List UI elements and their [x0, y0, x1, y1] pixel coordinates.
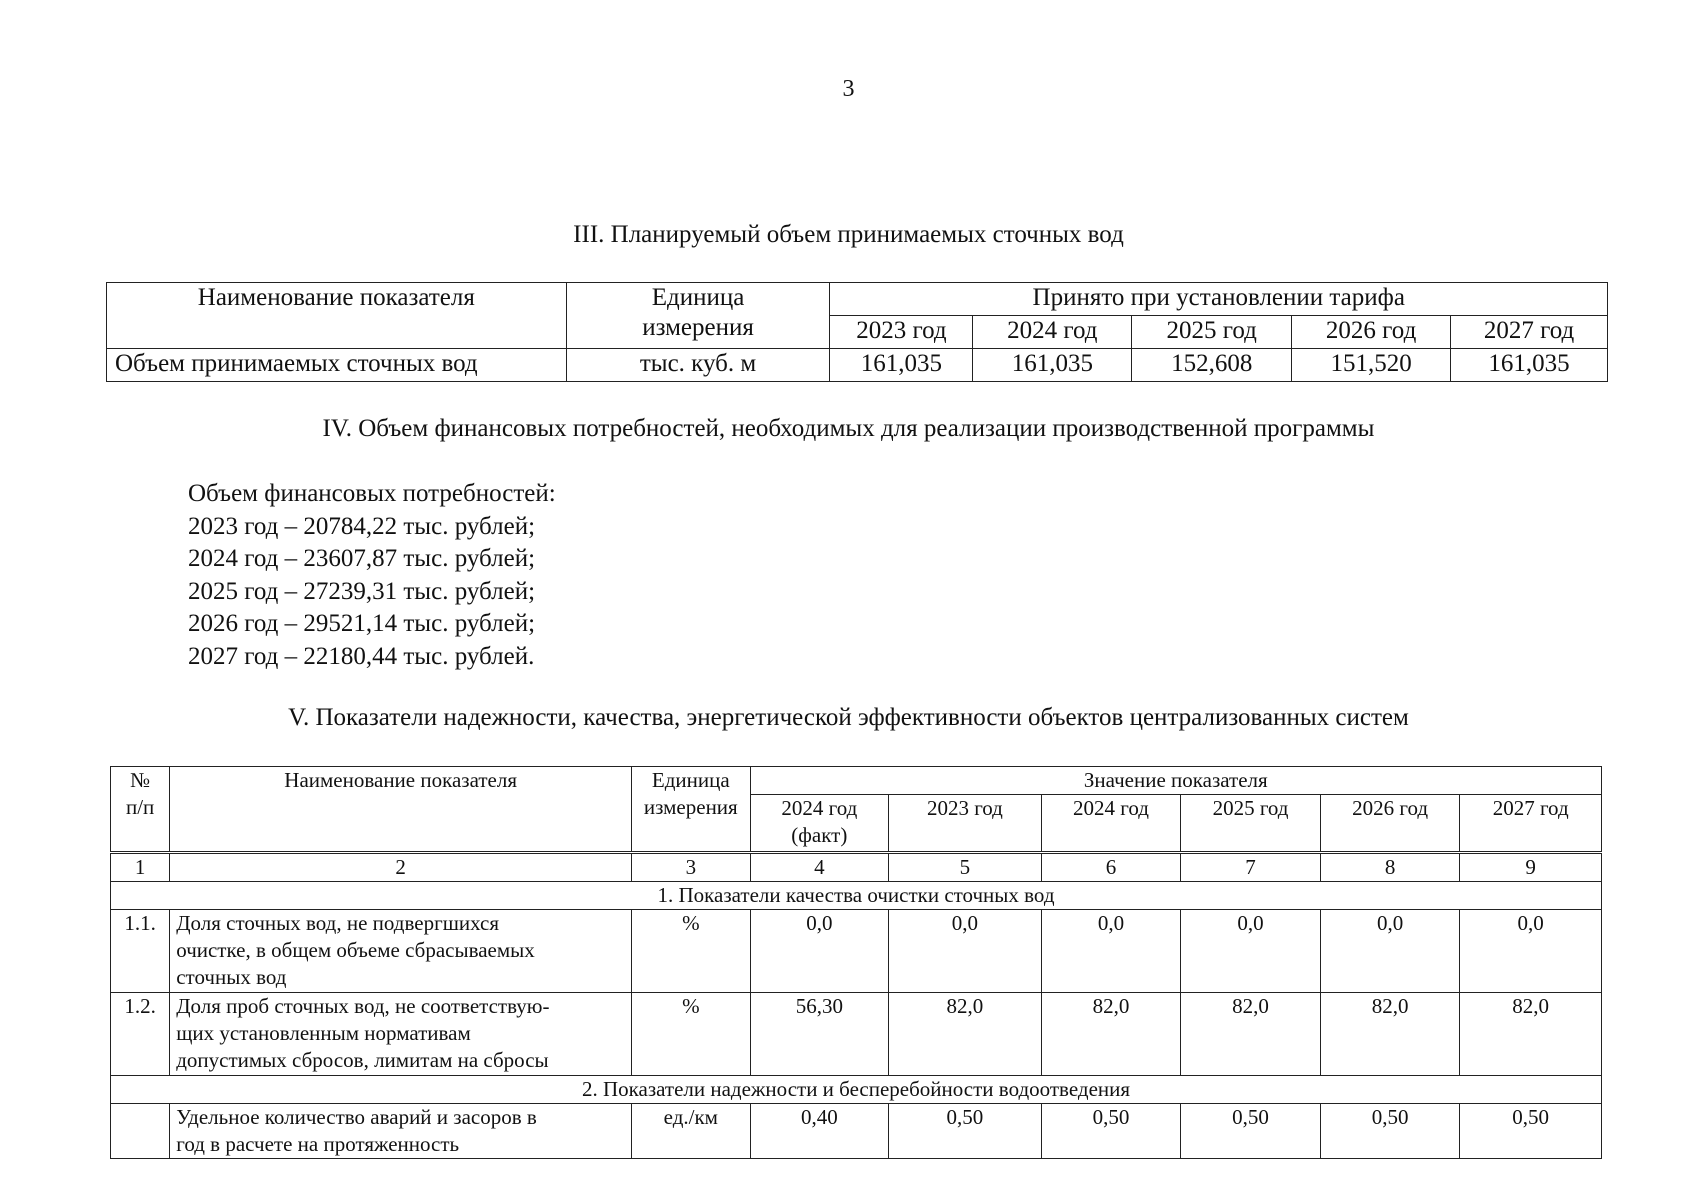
t1-value-cell: 151,520	[1292, 349, 1451, 382]
t2-row-num: 1.2.	[111, 993, 170, 1076]
t2-row-name-line: Доля сточных вод, не подвергшихся	[176, 911, 499, 935]
t2-group-2-title: 2. Показатели надежности и бесперебойности водоотведения	[111, 1076, 1602, 1104]
list-item: 2026 год – 29521,14 тыс. рублей;	[188, 610, 536, 637]
t2-row-name	[170, 910, 632, 993]
t1-header-name: Наименование показателя	[107, 283, 567, 349]
t1-value-cell: 161,035	[1451, 349, 1608, 382]
t2-value-cell: 0,0	[1320, 910, 1460, 993]
t2-row-name-line: очистке, в общем объеме сбрасываемых	[176, 938, 535, 962]
t2-value-cell: 0,50	[889, 1104, 1042, 1159]
list-item: Объем финансовых потребностей:	[188, 480, 556, 507]
t2-year-fact-line2: (факт)	[791, 823, 848, 847]
t2-value-cell: 0,0	[1181, 910, 1321, 993]
table-row	[111, 993, 1602, 1076]
t2-value-cell: 0,40	[750, 1104, 889, 1159]
t2-value-cell: 0,50	[1320, 1104, 1460, 1159]
t2-year-fact-header	[750, 795, 889, 853]
t2-index-cell: 6	[1041, 853, 1181, 882]
t2-index-cell: 2	[170, 853, 632, 882]
table-row	[111, 882, 1602, 910]
t2-header-num	[111, 767, 170, 853]
section-4-title: IV. Объем финансовых потребностей, необходимых для реализации производственной программы	[322, 415, 1375, 442]
t2-row-num: 1.1.	[111, 910, 170, 993]
table-row	[111, 1076, 1602, 1104]
t2-year-header: 2023 год	[889, 795, 1042, 853]
t2-value-cell: 0,50	[1460, 1104, 1602, 1159]
t1-value-cell: 161,035	[973, 349, 1132, 382]
t2-index-cell: 5	[889, 853, 1042, 882]
t2-row-unit: ед./км	[632, 1104, 750, 1159]
section-3-title: III. Планируемый объем принимаемых сточных вод	[573, 221, 1124, 248]
t1-value-cell: 152,608	[1132, 349, 1292, 382]
t1-value-cell: 161,035	[830, 349, 973, 382]
t2-value-cell: 82,0	[889, 993, 1042, 1076]
t2-row-name-line: щих установленным нормативам	[176, 1021, 471, 1045]
t2-row-unit: %	[632, 993, 750, 1076]
t2-value-cell: 0,50	[1041, 1104, 1181, 1159]
table-row	[111, 910, 1602, 993]
indicators-table	[110, 766, 1602, 1159]
t2-value-cell: 82,0	[1041, 993, 1181, 1076]
t2-header-group: Значение показателя	[750, 767, 1601, 795]
list-item: 2027 год – 22180,44 тыс. рублей.	[188, 642, 535, 670]
t2-header-unit	[632, 767, 750, 853]
t2-row-unit: %	[632, 910, 750, 993]
page-number: 3	[842, 76, 855, 102]
list-item: 2025 год – 27239,31 тыс. рублей;	[188, 577, 536, 605]
financial-needs-list	[188, 478, 556, 673]
t2-index-cell: 7	[1181, 853, 1321, 882]
t1-row-unit: тыс. куб. м	[566, 349, 830, 382]
t2-value-cell: 56,30	[750, 993, 889, 1076]
t2-header-unit-line2: измерения	[643, 795, 738, 819]
table-row	[107, 349, 1608, 382]
t2-year-header: 2025 год	[1181, 795, 1321, 853]
t1-year-header: 2024 год	[973, 316, 1132, 349]
t1-header-unit-line2: измерения	[642, 314, 754, 341]
t2-row-name-line: допустимых сбросов, лимитам на сбросы	[176, 1048, 549, 1072]
t2-group-1-title: 1. Показатели качества очистки сточных вод	[111, 882, 1602, 910]
t2-value-cell: 82,0	[1460, 993, 1602, 1076]
t1-year-header: 2025 год	[1132, 316, 1292, 349]
t2-index-cell: 9	[1460, 853, 1602, 882]
t1-year-header: 2027 год	[1451, 316, 1608, 349]
t2-value-cell: 0,0	[1041, 910, 1181, 993]
t2-year-header: 2024 год	[1041, 795, 1181, 853]
t2-value-cell: 82,0	[1181, 993, 1321, 1076]
t2-year-header: 2026 год	[1320, 795, 1460, 853]
t2-year-header: 2027 год	[1460, 795, 1602, 853]
t2-row-name-line: сточных вод	[176, 965, 287, 989]
t1-header-unit	[566, 283, 830, 349]
t2-header-num-line2: п/п	[125, 795, 155, 819]
t2-row-name-line: Доля проб сточных вод, не соответствую-	[176, 994, 550, 1018]
t1-header-group: Принято при установлении тарифа	[830, 283, 1608, 316]
t2-row-name-line: Удельное количество аварий и засоров в	[176, 1105, 537, 1129]
planned-volume-table	[106, 282, 1608, 382]
t2-header-unit-line1: Единица	[651, 768, 730, 792]
t2-value-cell: 0,0	[1460, 910, 1602, 993]
t2-value-cell: 0,0	[889, 910, 1042, 993]
t1-year-header: 2026 год	[1292, 316, 1451, 349]
table-row	[111, 853, 1602, 882]
t2-index-cell: 4	[750, 853, 889, 882]
t2-index-cell: 8	[1320, 853, 1460, 882]
t2-header-num-line1: №	[130, 768, 151, 792]
t2-header-name: Наименование показателя	[170, 767, 632, 853]
t2-value-cell: 0,0	[750, 910, 889, 993]
t2-value-cell: 0,50	[1181, 1104, 1321, 1159]
t1-year-header: 2023 год	[830, 316, 973, 349]
t2-year-fact-line1: 2024 год	[781, 796, 858, 820]
list-item: 2023 год – 20784,22 тыс. рублей;	[188, 512, 536, 540]
list-item: 2024 год – 23607,87 тыс. рублей;	[188, 545, 536, 572]
t1-row-name: Объем принимаемых сточных вод	[107, 349, 567, 382]
t2-row-name	[170, 993, 632, 1076]
t2-row-num	[111, 1104, 170, 1159]
t2-index-cell: 3	[632, 853, 750, 882]
t2-row-name	[170, 1104, 632, 1159]
t2-index-cell: 1	[111, 853, 170, 882]
t1-header-unit-line1: Единица	[651, 284, 745, 311]
table-row	[111, 1104, 1602, 1159]
section-5-title: V. Показатели надежности, качества, энергетической эффективности объектов централизованных систем	[288, 704, 1409, 731]
t2-row-name-line: год в расчете на протяженность	[176, 1132, 460, 1156]
t2-value-cell: 82,0	[1320, 993, 1460, 1076]
